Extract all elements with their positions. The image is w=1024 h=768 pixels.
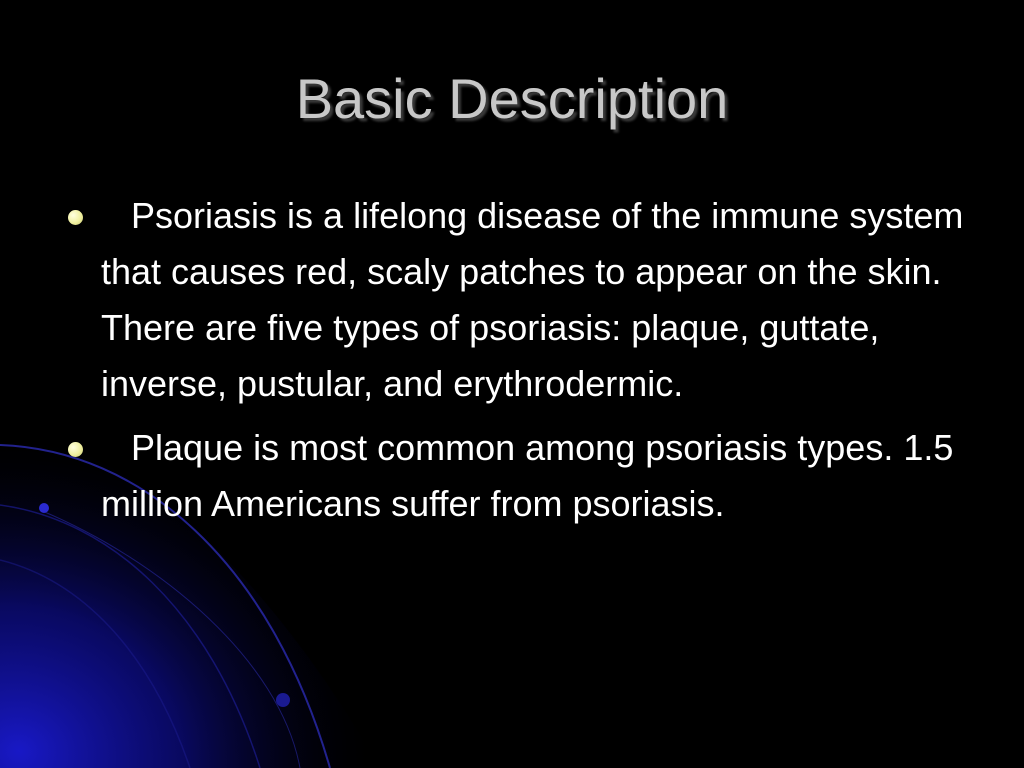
bullet-list — [60, 188, 980, 540]
bullet-text: Psoriasis is a lifelong disease of the immune system that causes red, scaly patches to appear on the skin. There are five types of psoriasis: plaque, guttate, inverse, pustular, and erythrodermic. — [101, 195, 964, 404]
bullet-item — [60, 420, 980, 532]
bullet-icon — [68, 210, 83, 225]
decor-dot — [276, 693, 290, 707]
bullet-icon — [68, 442, 83, 457]
bullet-text: Plaque is most common among psoriasis types. 1.5 million Americans suffer from psoriasis. — [101, 427, 954, 524]
decor-dot — [39, 503, 49, 513]
slide-title: Basic Description — [295, 67, 729, 130]
bullet-item — [60, 188, 980, 412]
